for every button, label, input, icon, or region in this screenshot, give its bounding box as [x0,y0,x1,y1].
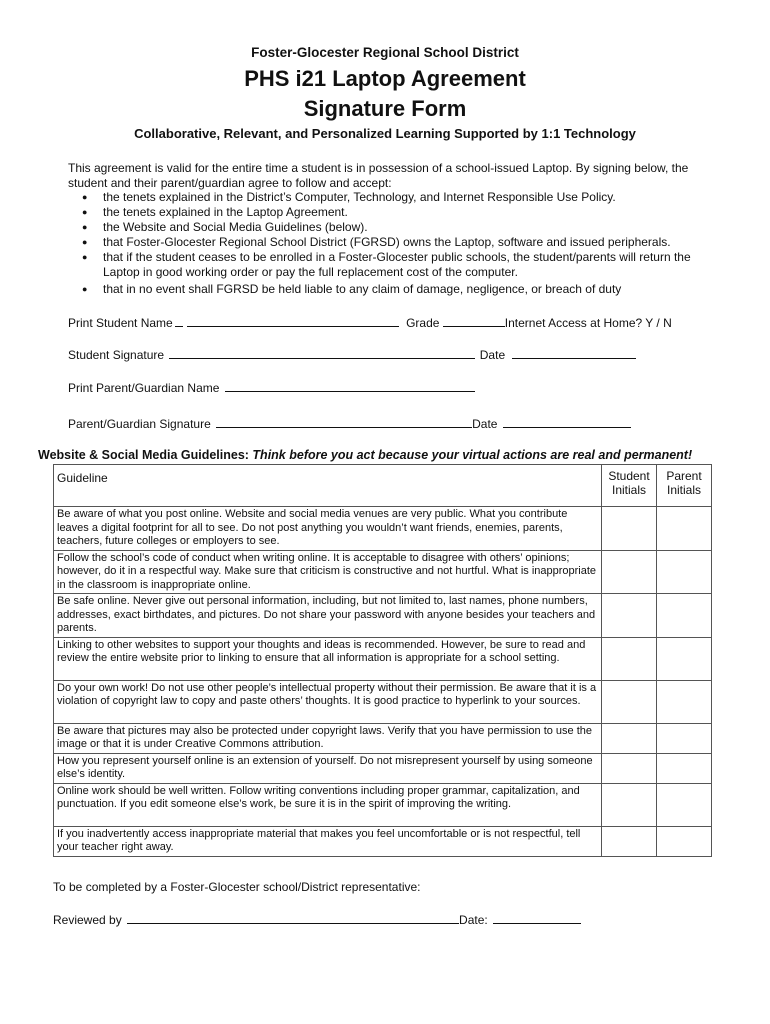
guideline-text: Follow the school’s code of conduct when writing online. It is acceptable to disagree with others’ opinions; however, do it in a respectful way. Make sure that criticism is constructive and not hurtful. What is inappropriate in the classroom is inappropriate online. [54,550,602,594]
student-initials-cell[interactable] [602,507,657,551]
parent-name-field[interactable] [225,380,475,392]
guideline-text: Online work should be well written. Follow writing conventions including proper grammar, capitalization, and punctuation. If you edit someone else’s work, be sure it is in the spirit of improving the writing. [54,783,602,826]
parent-signature-row [68,416,631,431]
table-header-row [54,465,712,507]
student-signature-field[interactable] [169,347,475,359]
student-initials-cell[interactable] [602,783,657,826]
student-signature-row [68,347,636,362]
grade-label: Grade [406,316,440,330]
agreement-item: ● that Foster-Glocester Regional School District (FGRSD) owns the Laptop, software and issued peripherals. [68,235,708,250]
col-student-initials: Student Initials [602,465,657,507]
parent-initials-cell[interactable] [657,826,712,856]
parent-name-row [68,380,475,395]
table-row [54,723,712,753]
agreement-item: ● the Website and Social Media Guidelines (below). [68,220,708,235]
page-title-line1: PHS i21 Laptop Agreement [244,66,526,91]
student-initials-cell[interactable] [602,550,657,594]
parent-initials-cell[interactable] [657,550,712,594]
internet-access-label: Internet Access at Home? Y / N [504,316,672,330]
student-initials-cell[interactable] [602,826,657,856]
intro-paragraph: This agreement is valid for the entire time a student is in possession of a school-issued Laptop. By signing below, the student and their parent/guardian agree to follow and accept: [68,161,689,190]
student-initials-cell[interactable] [602,594,657,638]
student-info-row [68,315,672,330]
page-title-line2: Signature Form [303,96,467,121]
table-row [54,680,712,723]
student-initials-cell[interactable] [602,753,657,783]
col-parent-initials: Parent Initials [657,465,712,507]
parent-date-label: Date [472,417,498,431]
guideline-text: Be safe online. Never give out personal information, including, but not limited to, last names, phone numbers, addresses, exact birthdates, and pictures. Do not share your password with anyone besides your teachers and parents. [54,594,602,638]
table-row [54,753,712,783]
table-row [54,550,712,594]
student-initials-cell[interactable] [602,723,657,753]
agreement-item: ● the tenets explained in the Laptop Agreement. [68,205,708,220]
agreement-item: ● the tenets explained in the District’s Computer, Technology, and Internet Responsible Use Policy. [68,190,708,205]
parent-initials-cell[interactable] [657,637,712,680]
parent-initials-cell[interactable] [657,507,712,551]
guideline-text: Do your own work! Do not use other people’s intellectual property without their permission. Be aware that it is a violation of copyright law to copy and paste others’ thoughts. It is good practice to hyperlink to your sources. [54,680,602,723]
reviewed-by-field[interactable] [127,912,459,924]
parent-signature-label: Parent/Guardian Signature [68,417,211,431]
student-initials-cell[interactable] [602,637,657,680]
student-date-label: Date [479,348,506,362]
student-name-field[interactable] [187,315,399,327]
grade-field[interactable] [443,315,505,327]
representative-note: To be completed by a Foster-Glocester school/District representative: [53,880,421,894]
col-guideline: Guideline [54,465,602,507]
parent-signature-field[interactable] [216,416,472,428]
reviewed-by-label: Reviewed by [53,913,122,927]
student-initials-cell[interactable] [602,680,657,723]
reviewed-date-label: Date: [459,913,488,927]
agreement-item: ● that in no event shall FGRSD be held liable to any claim of damage, negligence, or breach of duty [68,282,708,297]
page-subtitle: Collaborative, Relevant, and Personalized Learning Supported by 1:1 Technology [134,126,636,141]
guidelines-heading-emphasis: Think before you act because your virtual actions are real and permanent! [252,448,693,462]
guideline-text: Be aware that pictures may also be protected under copyright laws. Verify that you have permission to use the image or that it is under Creative Commons attribution. [54,723,602,753]
parent-initials-cell[interactable] [657,594,712,638]
table-row [54,507,712,551]
parent-date-field[interactable] [503,416,631,428]
guideline-text: If you inadvertently access inappropriate material that makes you feel uncomfortable or is not respectful, tell your teacher right away. [54,826,602,856]
table-row [54,637,712,680]
guidelines-heading [38,448,692,462]
table-row [54,826,712,856]
table-row [54,783,712,826]
guideline-text: How you represent yourself online is an extension of yourself. Do not misrepresent yourself by using someone else’s identity. [54,753,602,783]
guideline-text: Be aware of what you post online. Website and social media venues are very public. What you contribute leaves a digital footprint for all to see. Do not post anything you wouldn’t want friends, enemies, parents, teachers, future colleges or employers to see. [54,507,602,551]
parent-initials-cell[interactable] [657,783,712,826]
guidelines-heading-label: Website & Social Media Guidelines: [38,448,249,462]
print-parent-name-label: Print Parent/Guardian Name [68,381,220,395]
parent-initials-cell[interactable] [657,753,712,783]
reviewed-by-row [53,912,581,927]
parent-initials-cell[interactable] [657,723,712,753]
print-student-name-label: Print Student Name [68,316,173,330]
agreement-item: ● that if the student ceases to be enrolled in a Foster-Glocester public schools, the student/parents will return the Laptop in good working order or pay the full replacement cost of the computer. [68,250,708,280]
guidelines-table [53,464,712,857]
student-signature-label: Student Signature [68,348,165,362]
district-name: Foster-Glocester Regional School District [251,45,519,60]
guideline-text: Linking to other websites to support your thoughts and ideas is recommended. However, be sure to read and review the entire website prior to linking to ensure that all information is appropriate for a school setting. [54,637,602,680]
reviewed-date-field[interactable] [493,912,581,924]
table-row [54,594,712,638]
agreement-list [68,190,708,297]
parent-initials-cell[interactable] [657,680,712,723]
student-date-field[interactable] [512,347,636,359]
